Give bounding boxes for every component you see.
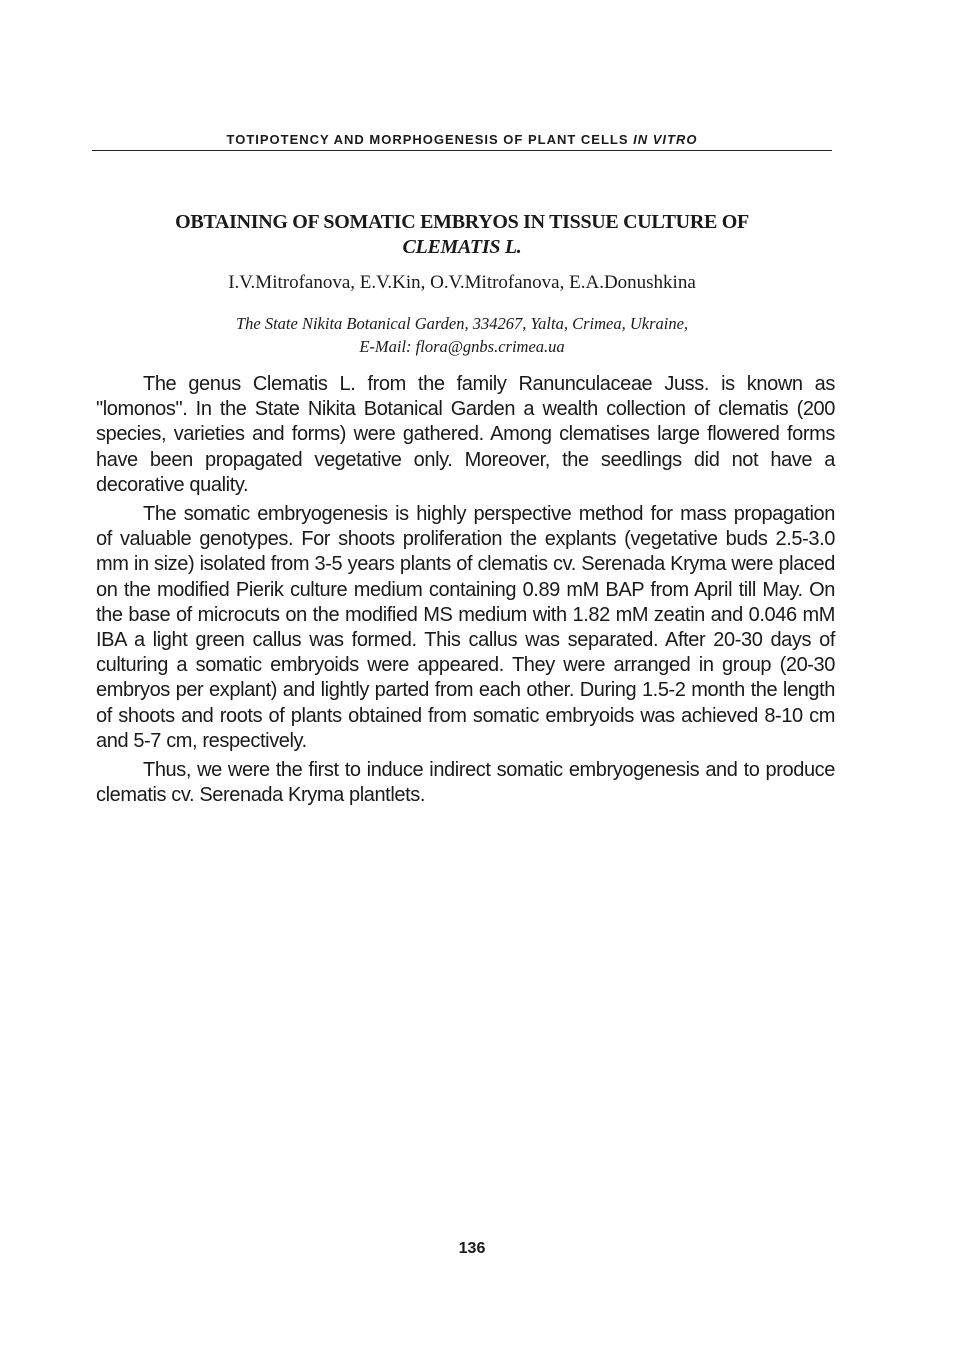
title-line-2: CLEMATIS L.	[402, 236, 522, 258]
affiliation	[92, 312, 832, 358]
running-head-text: TOTIPOTENCY AND MORPHOGENESIS OF PLANT CELLS	[226, 132, 629, 147]
paragraph-3: Thus, we were the first to induce indirect somatic embryogenesis and to produce clematis cv. Serenada Kryma plantlets.	[96, 759, 835, 807]
affiliation-email: E-Mail: flora@gnbs.crimea.ua	[359, 337, 565, 356]
title-line-1: OBTAINING OF SOMATIC EMBRYOS IN TISSUE CULTURE OF	[175, 211, 749, 233]
paragraph-1: The genus Clematis L. from the family Ranunculaceae Juss. is known as "lomonos". In the State Nikita Botanical Garden a wealth collection of clematis (200 species, varieties and forms) were gathered. Among clematises large flowered forms have been propagated vegetative only. Moreover, the seedlings did not have a decorative quality.	[96, 373, 835, 496]
page-number: 136	[458, 1240, 486, 1257]
paragraph-2: The somatic embryogenesis is highly perspective method for mass propagation of valuable genotypes. For shoots proliferation the explants (vegetative buds 2.5-3.0 mm in size) isolated from 3-5 years plants of clematis cv. Serenada Kryma were placed on the modified Pierik culture medium containing 0.89 mM BAP from April till May. On the base of microcuts on the modified MS medium with 1.82 mM zeatin and 0.046 mM IBA a light green callus was formed. This callus was separated. After 20-30 days of culturing a somatic embryoids were appeared. They were arranged in group (20-30 embryos per explant) and lightly parted from each other. During 1.5-2 month the length of shoots and roots of plants obtained from somatic embryoids was achieved 8-10 cm and 5-7 cm, respectively.	[96, 503, 835, 752]
authors: I.V.Mitrofanova, E.V.Kin, O.V.Mitrofanova, E.A.Donushkina	[228, 272, 696, 293]
paper-title	[92, 210, 832, 260]
affiliation-line-1: The State Nikita Botanical Garden, 334267, Yalta, Crimea, Ukraine,	[235, 314, 689, 333]
header-rule	[92, 150, 832, 151]
running-head	[92, 132, 832, 147]
abstract-body	[96, 372, 835, 812]
running-head-italic: IN VITRO	[633, 132, 698, 147]
